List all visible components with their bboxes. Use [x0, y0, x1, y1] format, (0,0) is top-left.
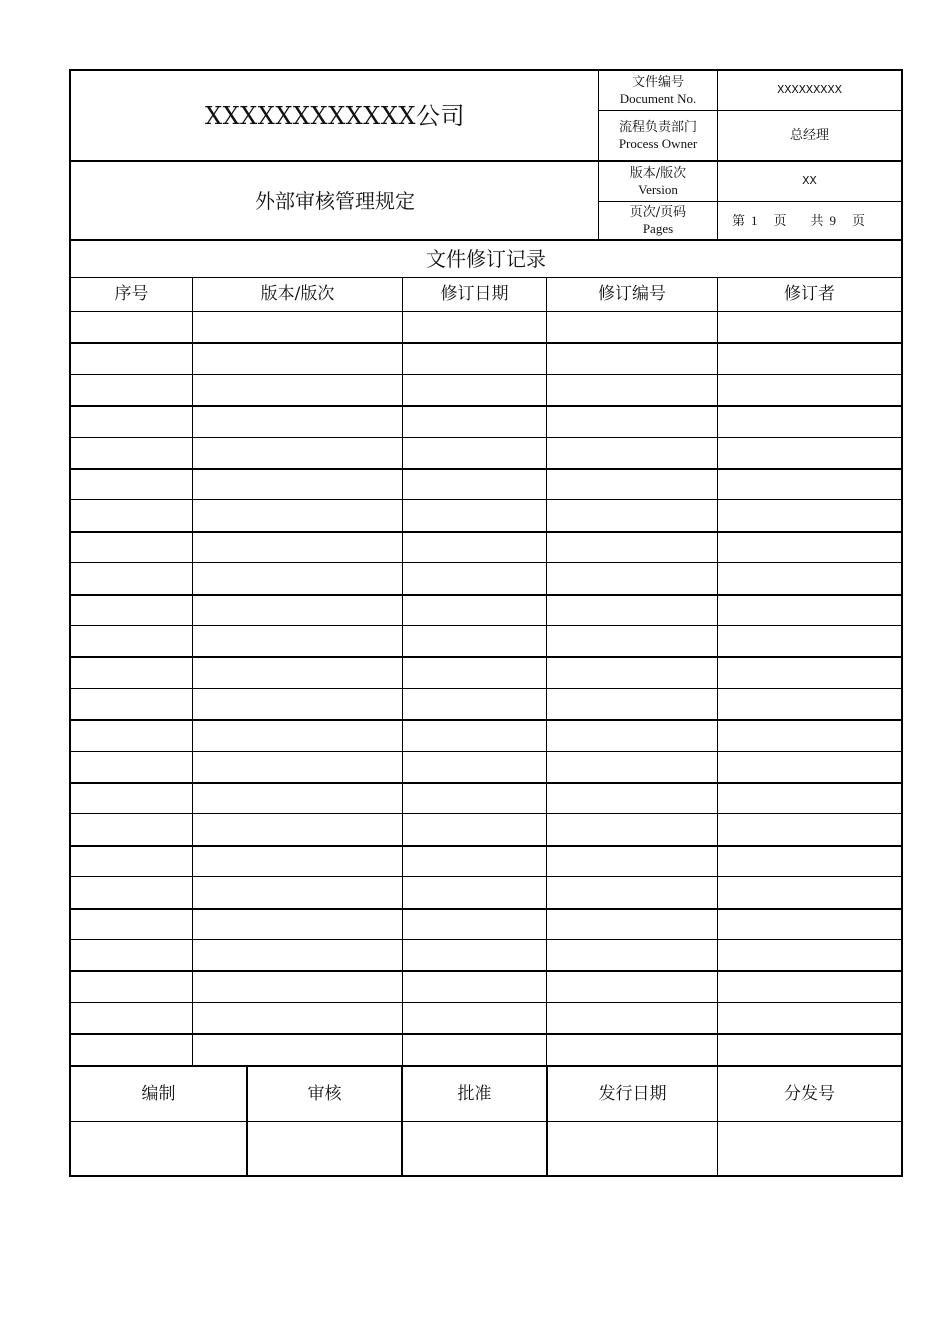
- header-divider-v1: [598, 71, 599, 240]
- pages-total: 9: [829, 213, 837, 229]
- process-owner-label-cn: 流程负责部门: [618, 120, 697, 136]
- approval-prepared-by: 编制: [141, 1083, 176, 1104]
- approval-approved-by: 批准: [457, 1083, 492, 1104]
- approval-mid-line: [71, 1121, 901, 1122]
- approval-reviewed-by: 审核: [307, 1083, 342, 1104]
- version-value: XX: [802, 174, 817, 189]
- header-divider-h1: [599, 110, 901, 111]
- revision-column-line: [717, 278, 718, 1065]
- header-divider-h3: [599, 201, 901, 202]
- col-head-revision-date: 修订日期: [440, 284, 509, 305]
- col-head-seq: 序号: [114, 284, 149, 305]
- pages-suffix: 页: [852, 213, 866, 229]
- revision-row-line: [71, 562, 901, 563]
- revision-row-line: [71, 311, 901, 312]
- pages-page-word: 页: [773, 213, 787, 229]
- pages-label-cn: 页次/页码: [629, 205, 687, 221]
- pages-label-en: Pages: [642, 221, 674, 236]
- revision-column-line: [192, 278, 193, 1065]
- version-label-cn: 版本/版次: [629, 165, 687, 181]
- revision-row-line: [71, 437, 901, 438]
- approval-distribution-no: 分发号: [784, 1083, 835, 1104]
- revision-row-line: [71, 594, 901, 596]
- revision-row-line: [71, 531, 901, 533]
- process-owner-label-en: Process Owner: [618, 136, 698, 151]
- version-label-en: Version: [638, 181, 678, 197]
- header-divider-v2: [717, 71, 718, 240]
- revision-row-line: [71, 374, 901, 375]
- revision-row-line: [71, 342, 901, 344]
- col-head-revision-number: 修订编号: [598, 284, 666, 305]
- revision-row-line: [71, 813, 901, 814]
- revision-row-line: [71, 751, 901, 752]
- pages-current: 1: [751, 213, 758, 229]
- process-owner-label: [599, 111, 717, 161]
- revision-row-line: [71, 782, 901, 784]
- doc-number-label-en: Document No.: [619, 90, 697, 106]
- revision-row-line: [71, 468, 901, 470]
- company-name: XXXXXXXXXXXX公司: [204, 101, 466, 130]
- pages-label: [599, 202, 717, 240]
- revision-row-line: [71, 908, 901, 910]
- revision-row-line: [71, 405, 901, 407]
- revision-row-line: [71, 499, 901, 500]
- revision-row-line: [71, 656, 901, 658]
- document-title: 外部审核管理规定: [255, 189, 415, 213]
- revision-column-line: [546, 278, 547, 1065]
- approval-issue-date: 发行日期: [598, 1083, 667, 1104]
- pages-total-prefix: 共: [810, 213, 824, 229]
- revision-column-line: [402, 278, 403, 1065]
- pages-value: [718, 202, 901, 240]
- revision-row-line: [71, 1002, 901, 1003]
- revision-row-line: [71, 719, 901, 721]
- header-divider-h2: [71, 160, 901, 162]
- revision-row-line: [71, 1033, 901, 1035]
- pages-prefix: 第: [732, 213, 746, 229]
- revision-row-line: [71, 876, 901, 877]
- doc-number-label: [599, 71, 717, 110]
- version-label: [599, 162, 717, 201]
- col-head-version: 版本/版次: [260, 284, 335, 305]
- revision-row-line: [71, 625, 901, 626]
- doc-number-label-cn: 文件编号: [631, 74, 684, 90]
- revision-row-line: [71, 970, 901, 972]
- process-owner-value: 总经理: [789, 128, 829, 144]
- revision-table-title: 文件修订记录: [426, 247, 546, 271]
- col-head-reviser: 修订者: [784, 284, 835, 305]
- revision-row-line: [71, 688, 901, 689]
- doc-number-value: XXXXXXXXX: [777, 83, 842, 98]
- revision-row-line: [71, 845, 901, 847]
- revision-row-line: [71, 939, 901, 940]
